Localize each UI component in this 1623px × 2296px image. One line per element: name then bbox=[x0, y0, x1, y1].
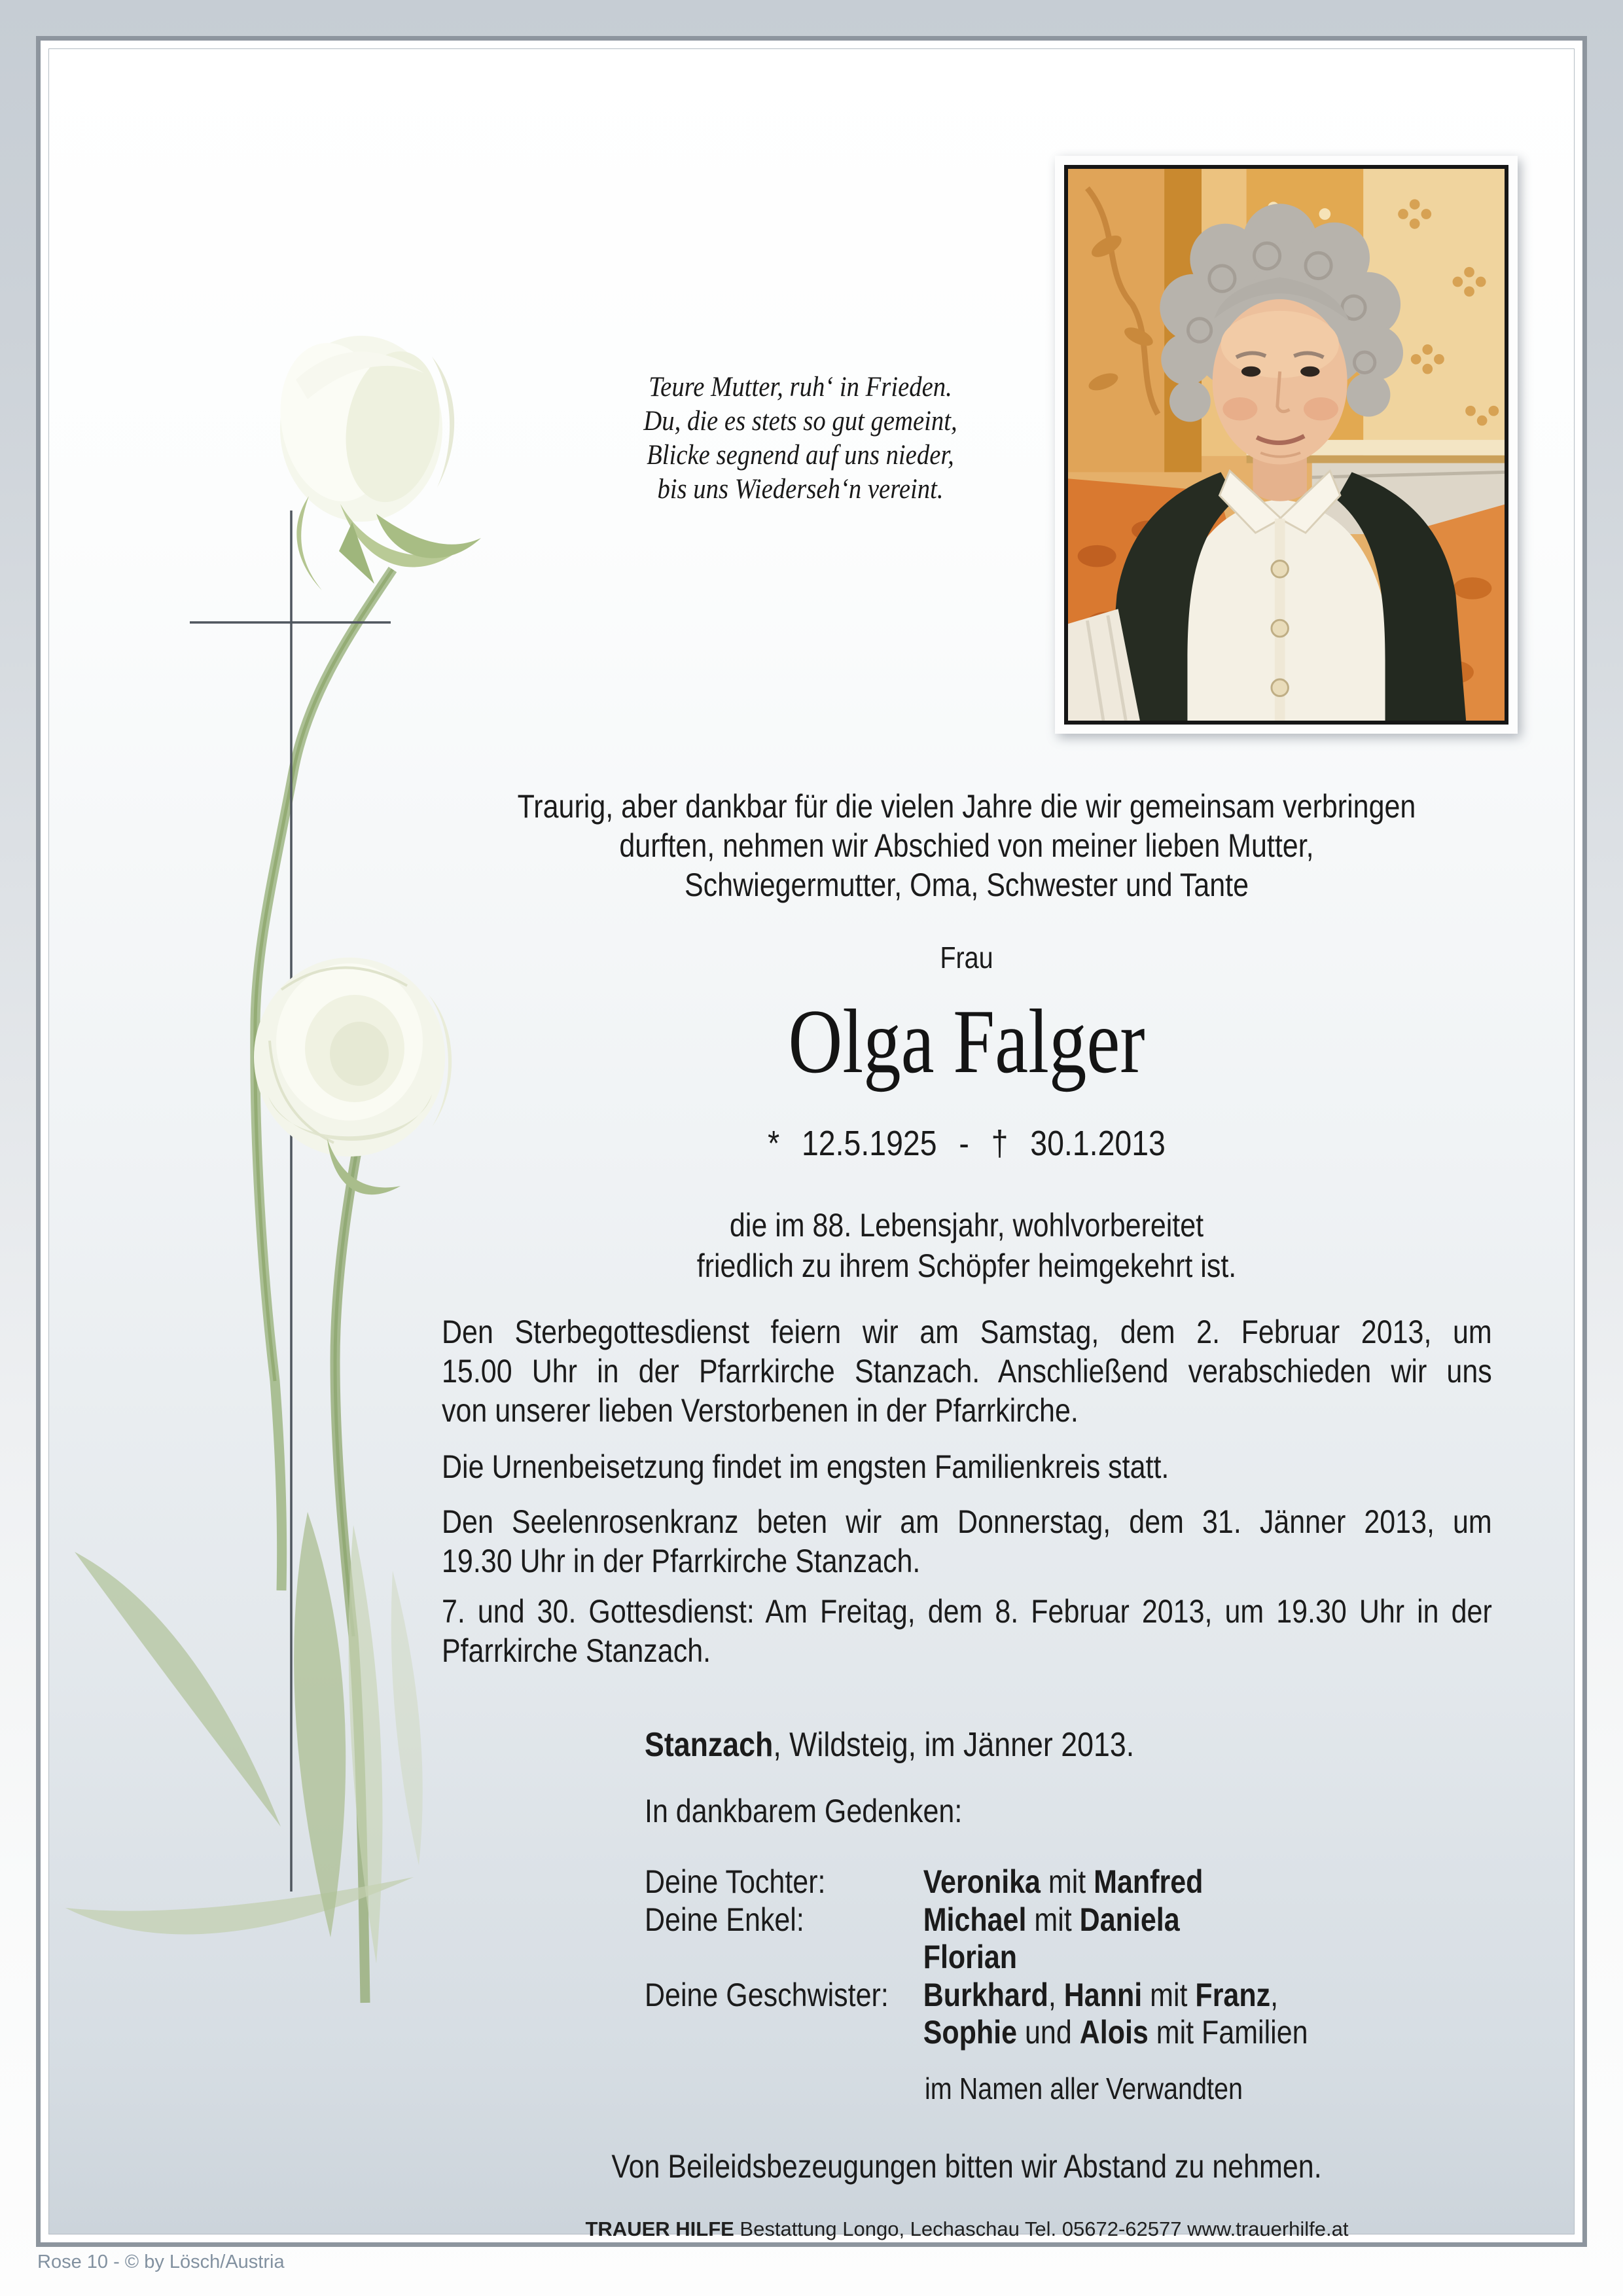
dateline-rest: , Wildsteig, im Jänner 2013. bbox=[773, 1726, 1135, 1764]
intro-line: Schwiegermutter, Oma, Schwester und Tante bbox=[684, 867, 1249, 903]
family-relation-label: Deine Geschwister: bbox=[645, 1976, 889, 2013]
family-relation-label bbox=[645, 1939, 923, 1977]
memorial-poem bbox=[612, 370, 989, 507]
family-names: Veronika mit Manfred bbox=[923, 1863, 1204, 1900]
memorial-mass-paragraph bbox=[442, 1592, 1492, 1670]
family-row bbox=[645, 1901, 1601, 1939]
gedenken-heading: In dankbarem Gedenken: bbox=[645, 1793, 963, 1829]
family-names: Michael mit Daniela bbox=[923, 1901, 1180, 1938]
family-names: Burkhard, Hanni mit Franz, bbox=[923, 1976, 1279, 2013]
place-dateline bbox=[645, 1728, 1545, 1762]
family-row bbox=[645, 1863, 1601, 1901]
family-row bbox=[645, 1939, 1601, 1977]
funeral-service-paragraph bbox=[442, 1312, 1492, 1430]
poem-line: Du, die es stets so gut gemeint, bbox=[643, 406, 957, 437]
paragraph-line: 15.00 Uhr in der Pfarrkirche Stanzach. Anschließend verabschieden wir uns bbox=[442, 1353, 1492, 1390]
introduction-text bbox=[442, 787, 1492, 905]
place-name: Stanzach bbox=[645, 1726, 774, 1764]
family-relation-label: Deine Enkel: bbox=[645, 1901, 804, 1938]
paragraph-line: Pfarrkirche Stanzach. bbox=[442, 1632, 711, 1669]
family-list bbox=[645, 1863, 1601, 2052]
family-relation-label: Deine Tochter: bbox=[645, 1863, 826, 1900]
family-row bbox=[645, 2014, 1601, 2052]
condolence-note: Von Beileidsbezeugungen bitten wir Abstand zu nehmen. bbox=[611, 2148, 1322, 2185]
paragraph-line: von unserer lieben Verstorbenen in der Pfarrkirche. bbox=[442, 1392, 1079, 1429]
artwork-copyright: Rose 10 - © by Lösch/Austria bbox=[37, 2251, 285, 2272]
rosary-paragraph bbox=[442, 1502, 1492, 1581]
family-names: Florian bbox=[923, 1939, 1018, 1975]
funeral-home-details: Bestattung Longo, Lechaschau Tel. 05672-62577 www.trauerhilfe.at bbox=[734, 2217, 1349, 2240]
age-line: die im 88. Lebensjahr, wohlvorbereitet bbox=[729, 1207, 1204, 1244]
poem-line: Teure Mutter, ruh‘ in Frieden. bbox=[649, 372, 952, 403]
paragraph-line: Den Sterbegottesdienst feiern wir am Samstag, dem 2. Februar 2013, um bbox=[442, 1314, 1492, 1350]
deceased-name: Olga Falger bbox=[788, 991, 1145, 1092]
family-row bbox=[645, 1977, 1601, 2015]
intro-line: Traurig, aber dankbar für die vielen Jahre die wir gemeinsam verbringen bbox=[517, 788, 1416, 825]
age-text bbox=[442, 1205, 1492, 1286]
paragraph-line: Die Urnenbeisetzung findet im engsten Familienkreis statt. bbox=[442, 1448, 1169, 1485]
birth-death-dates: * 12.5.1925 - † 30.1.2013 bbox=[768, 1124, 1166, 1163]
urn-burial-paragraph bbox=[442, 1447, 1492, 1486]
family-names: Sophie und Alois mit Familien bbox=[923, 2014, 1308, 2051]
funeral-home-footer bbox=[442, 2218, 1492, 2240]
family-relation-label bbox=[645, 2014, 923, 2052]
paragraph-line: 19.30 Uhr in der Pfarrkirche Stanzach. bbox=[442, 1543, 921, 1579]
paragraph-line: Den Seelenrosenkranz beten wir am Donnerstag, dem 31. Jänner 2013, um bbox=[442, 1503, 1492, 1540]
poem-line: bis uns Wiederseh‘n vereint. bbox=[657, 474, 944, 505]
in-namen-line: im Namen aller Verwandten bbox=[925, 2072, 1243, 2106]
intro-line: durften, nehmen wir Abschied von meiner lieben Mutter, bbox=[619, 827, 1314, 864]
funeral-home-brand: TRAUER HILFE bbox=[585, 2217, 734, 2240]
age-line: friedlich zu ihrem Schöpfer heimgekehrt ist. bbox=[696, 1247, 1237, 1284]
poem-line: Blicke segnend auf uns nieder, bbox=[647, 440, 954, 471]
paragraph-line: 7. und 30. Gottesdienst: Am Freitag, dem 8. Februar 2013, um 19.30 Uhr in der bbox=[442, 1593, 1492, 1630]
salutation: Frau bbox=[940, 941, 993, 975]
